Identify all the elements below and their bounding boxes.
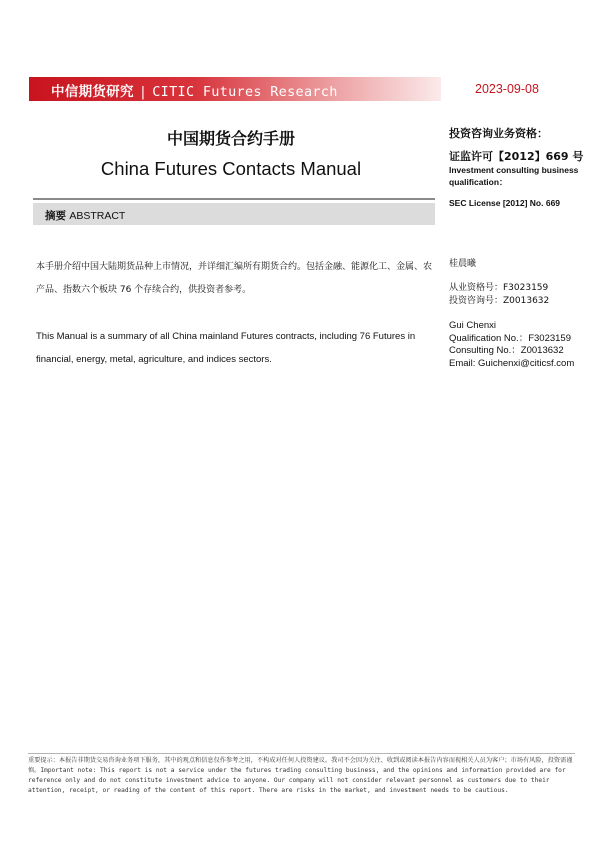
abstract-body-cn: 本手册介绍中国大陆期货品种上市情况，并详细汇编所有期货合约。包括金融、能源化工、金属、农产品、指数六个板块 76 个存续合约，供投资者参考。 [36,262,433,295]
qualification-cn [449,122,591,168]
author-consulting-en: Consulting No.：Z0013632 [449,345,564,356]
title-en: China Futures Contacts Manual [100,158,362,179]
abstract-label-en: ABSTRACT [69,210,126,222]
qualification-en: Investment consulting business qualification： [449,165,579,187]
author-name-cn: 桂晨曦 [449,259,477,269]
abstract-label [45,208,125,223]
qualification-cn-title: 投资咨询业务资格： [449,127,548,140]
author-en [449,320,591,370]
footer-disclaimer: 重要提示：本报告非期货交易咨询业务项下服务，其中的观点和信息仅作参考之用，不构成对任何人投资建议。我司不会因为关注、收到或阅读本报告内容而视相关人员为客户；市场有风险，投资需谨慎。Important note: This report is not a service under the futures trading consulting business, and the opinions and information provided are for reference only and do not constitute investment advice to anyone. Our company will not consider relevant personnel as customers due to their attention, receipt, or reading of the content of this report. There are risks in the market, and investment needs to be cautious. [28,757,573,794]
divider [33,198,435,200]
title-cn: 中国期货合约手册 [166,129,295,148]
author-qualification-cn: 从业资格号：F3023159 [449,283,549,293]
qualification-cn-license: 证监许可【2012】669 号 [449,150,584,163]
banner-brand-cn: 中信期货研究 [51,84,134,100]
abstract-label-cn: 摘要 [45,210,66,222]
report-date: 2023-09-08 [475,82,539,96]
author-cert-cn [449,282,591,307]
author-consulting-cn: 投资咨询号：Z0013632 [449,295,550,306]
footer-divider [28,753,575,754]
author-name-en: Gui Chenxi [449,320,496,331]
abstract-header [33,203,435,225]
banner-title [51,80,338,100]
qualification-en-license: SEC License [2012] No. 669 [449,198,561,208]
abstract-body-en: This Manual is a summary of all China mainland Futures contracts, including 76 Futures in financial, energy, metal, agriculture, and indices sectors. [36,331,416,365]
banner-brand-en: CITIC Futures Research [152,84,338,100]
author-qualification-en: Qualification No.：F3023159 [449,332,571,344]
header-banner [29,77,441,101]
author-email: Email: Guichenxi@citicsf.com [449,357,575,369]
banner-separator: | [138,84,148,100]
